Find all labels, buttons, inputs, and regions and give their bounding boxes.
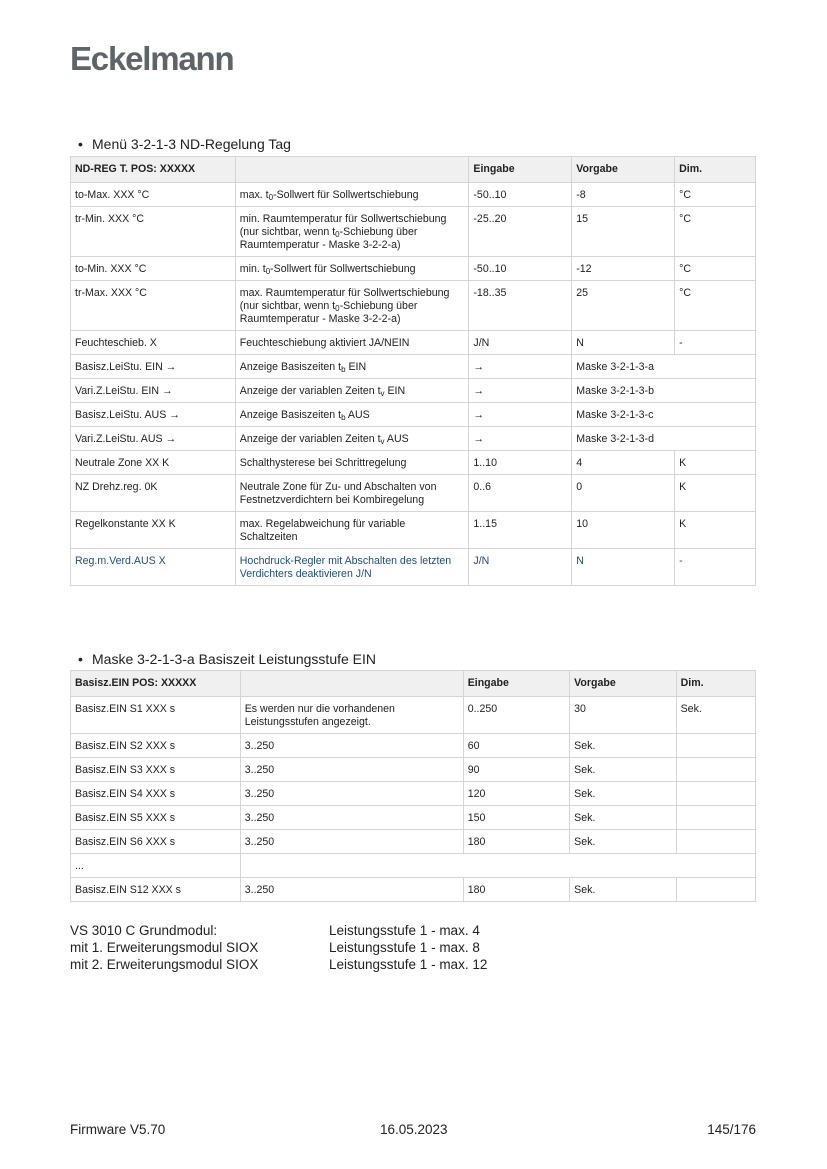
table-row xyxy=(71,207,756,257)
table-row xyxy=(71,806,756,830)
header-cell: Dim. xyxy=(676,671,755,697)
description-text: Schalthysterese bei Schrittregelung xyxy=(239,457,407,469)
basiszeit-table xyxy=(70,670,756,902)
column-5-cell xyxy=(676,782,755,806)
description-subscript: 0 xyxy=(335,230,340,239)
footer-date: 16.05.2023 xyxy=(380,1122,448,1137)
param-name-cell: to-Min. XXX °C xyxy=(71,257,236,281)
column-5-cell xyxy=(676,830,755,854)
param-description-cell xyxy=(235,331,469,355)
column-2-cell: 3..250 xyxy=(240,758,463,782)
column-4-cell: Sek. xyxy=(570,806,676,830)
description-text: EIN xyxy=(345,361,367,373)
brand-logo: Eckelmann xyxy=(70,40,234,77)
vorgabe-cell: N xyxy=(572,331,675,355)
param-description-cell xyxy=(235,379,469,403)
column-5-cell xyxy=(676,806,755,830)
description-subscript: v xyxy=(380,437,385,446)
column-3-cell: 150 xyxy=(463,806,569,830)
vorgabe-cell: 0 xyxy=(572,475,675,512)
vorgabe-cell: 10 xyxy=(572,512,675,549)
param-name-cell: Feuchteschieb. X xyxy=(71,331,236,355)
note-label: mit 1. Erweiterungsmodul SIOX xyxy=(70,940,259,955)
description-text: Anzeige Basiszeiten t xyxy=(239,361,342,373)
description-subscript: 0 xyxy=(268,193,274,202)
header-cell xyxy=(235,157,469,183)
description-text: -Schiebung über Raumtemperatur - Maske 3-2-2-a) xyxy=(239,300,418,325)
eingabe-cell: → xyxy=(469,427,572,451)
footer-page-number: 145/176 xyxy=(707,1122,756,1137)
table-header-row xyxy=(71,671,756,697)
description-text: Anzeige Basiszeiten t xyxy=(239,409,342,421)
eingabe-cell: -50..10 xyxy=(469,183,572,207)
column-3-cell: 60 xyxy=(463,734,569,758)
vorgabe-cell: Maske 3-2-1-3-d xyxy=(572,427,756,451)
header-cell: Eingabe xyxy=(469,157,572,183)
table-row xyxy=(71,854,756,878)
description-text: Anzeige der variablen Zeiten t xyxy=(239,433,381,445)
description-text: -Sollwert für Sollwertschiebung xyxy=(270,263,416,275)
description-text: -Schiebung über Raumtemperatur - Maske 3-2-2-a) xyxy=(239,226,418,251)
column-2-cell: Es werden nur die vorhandenen Leistungsstufen angezeigt. xyxy=(240,697,463,734)
eingabe-cell: 1..10 xyxy=(469,451,572,475)
param-description-cell xyxy=(235,451,469,475)
eingabe-cell: → xyxy=(469,379,572,403)
vorgabe-cell: 15 xyxy=(572,207,675,257)
param-name-cell: Basisz.LeiStu. AUS → xyxy=(71,403,236,427)
param-description-cell xyxy=(235,207,469,257)
param-description-cell xyxy=(235,403,469,427)
table-row xyxy=(71,758,756,782)
param-name-cell: Regelkonstante XX K xyxy=(71,512,236,549)
note-label: mit 2. Erweiterungsmodul SIOX xyxy=(70,957,259,972)
vorgabe-cell: -8 xyxy=(572,183,675,207)
table-row xyxy=(71,331,756,355)
dim-cell: °C xyxy=(675,183,756,207)
column-3-cell: 90 xyxy=(463,758,569,782)
dim-cell: °C xyxy=(675,257,756,281)
eingabe-cell: → xyxy=(469,403,572,427)
description-text: min. Raumtemperatur für Sollwertschiebung (nur sichtbar, wenn t xyxy=(239,213,447,238)
description-text: max. Regelabweichung für variable Schaltzeiten xyxy=(239,518,406,543)
description-subscript: 0 xyxy=(335,304,340,313)
description-text: -Sollwert für Sollwertschiebung xyxy=(273,189,419,201)
note-row xyxy=(70,922,487,939)
table-row xyxy=(71,697,756,734)
note-value: Leistungsstufe 1 - max. 4 xyxy=(329,923,480,938)
table-row xyxy=(71,257,756,281)
dim-cell: - xyxy=(675,549,756,586)
table-row xyxy=(71,451,756,475)
param-description-cell xyxy=(235,257,469,281)
table-row xyxy=(71,549,756,586)
vorgabe-cell: N xyxy=(572,549,675,586)
description-text: EIN xyxy=(384,385,406,397)
table-row xyxy=(71,281,756,331)
note-row xyxy=(70,956,487,973)
param-name-cell: tr-Min. XXX °C xyxy=(71,207,236,257)
param-name-cell: Basisz.EIN S3 XXX s xyxy=(71,758,241,782)
column-2-cell: 3..250 xyxy=(240,734,463,758)
table-row xyxy=(71,379,756,403)
description-text: max. t xyxy=(239,189,269,201)
note-value: Leistungsstufe 1 - max. 8 xyxy=(329,940,480,955)
param-name-cell: Basisz.EIN S5 XXX s xyxy=(71,806,241,830)
eingabe-cell: -50..10 xyxy=(469,257,572,281)
table-header-row xyxy=(71,157,756,183)
header-cell: Basisz.EIN POS: XXXXX xyxy=(71,671,241,697)
param-name-cell: Basisz.LeiStu. EIN → xyxy=(71,355,236,379)
table-row xyxy=(71,512,756,549)
vorgabe-cell: 25 xyxy=(572,281,675,331)
table-row xyxy=(71,734,756,758)
header-cell: Vorgabe xyxy=(572,157,675,183)
eingabe-cell: 0..6 xyxy=(469,475,572,512)
note-label: VS 3010 C Grundmodul: xyxy=(70,923,218,938)
param-name-cell: Basisz.EIN S12 XXX s xyxy=(71,878,241,902)
param-name-cell: to-Max. XXX °C xyxy=(71,183,236,207)
eingabe-cell: -18..35 xyxy=(469,281,572,331)
param-name-cell: Vari.Z.LeiStu. EIN → xyxy=(71,379,236,403)
description-text: Anzeige der variablen Zeiten t xyxy=(239,385,381,397)
vorgabe-cell: -12 xyxy=(572,257,675,281)
param-name-cell: ... xyxy=(71,854,241,878)
column-4-cell: Sek. xyxy=(570,830,676,854)
column-4-cell: Sek. xyxy=(570,758,676,782)
header-cell: Eingabe xyxy=(463,671,569,697)
description-subscript: b xyxy=(341,413,346,422)
column-3-cell: 0..250 xyxy=(463,697,569,734)
description-text: AUS xyxy=(345,409,370,421)
eingabe-cell: → xyxy=(469,355,572,379)
dim-cell: °C xyxy=(675,281,756,331)
param-description-cell xyxy=(235,475,469,512)
description-text: Neutrale Zone für Zu- und Abschalten von Festnetzverdichtern bei Kombiregelung xyxy=(239,481,437,506)
param-name-cell: Reg.m.Verd.AUS X xyxy=(71,549,236,586)
param-name-cell: NZ Drehz.reg. 0K xyxy=(71,475,236,512)
table-row xyxy=(71,830,756,854)
dim-cell: K xyxy=(675,512,756,549)
note-row xyxy=(70,939,487,956)
eingabe-cell: J/N xyxy=(469,331,572,355)
column-3-cell: 180 xyxy=(463,830,569,854)
description-subscript: 0 xyxy=(265,267,271,276)
table-row xyxy=(71,427,756,451)
table-row xyxy=(71,878,756,902)
param-description-cell xyxy=(235,512,469,549)
note-value: Leistungsstufe 1 - max. 12 xyxy=(329,957,488,972)
section-title-basiszeit: • Maske 3-2-1-3-a Basiszeit Leistungsstufe EIN xyxy=(78,651,377,667)
vorgabe-cell: Maske 3-2-1-3-b xyxy=(572,379,756,403)
table-row xyxy=(71,355,756,379)
empty-cell xyxy=(240,854,755,878)
param-description-cell xyxy=(235,549,469,586)
table-row xyxy=(71,403,756,427)
column-2-cell: 3..250 xyxy=(240,878,463,902)
param-description-cell xyxy=(235,183,469,207)
param-name-cell: Vari.Z.LeiStu. AUS → xyxy=(71,427,236,451)
param-name-cell: Basisz.EIN S4 XXX s xyxy=(71,782,241,806)
header-cell: Vorgabe xyxy=(570,671,676,697)
table-row xyxy=(71,183,756,207)
eingabe-cell: -25..20 xyxy=(469,207,572,257)
column-4-cell: 30 xyxy=(570,697,676,734)
header-cell xyxy=(240,671,463,697)
eingabe-cell: 1..15 xyxy=(469,512,572,549)
section-title-nd-regelung: • Menü 3-2-1-3 ND-Regelung Tag xyxy=(78,136,291,152)
param-name-cell: Basisz.EIN S6 XXX s xyxy=(71,830,241,854)
column-3-cell: 120 xyxy=(463,782,569,806)
column-4-cell: Sek. xyxy=(570,878,676,902)
description-text: AUS xyxy=(384,433,409,445)
bullet-icon: • xyxy=(78,136,83,152)
param-description-cell xyxy=(235,427,469,451)
column-5-cell: Sek. xyxy=(676,697,755,734)
column-3-cell: 180 xyxy=(463,878,569,902)
description-text: max. Raumtemperatur für Sollwertschiebung (nur sichtbar, wenn t xyxy=(239,287,450,312)
bullet-icon: • xyxy=(78,651,83,667)
table-row xyxy=(71,475,756,512)
table-row xyxy=(71,782,756,806)
dim-cell: - xyxy=(675,331,756,355)
param-name-cell: tr-Max. XXX °C xyxy=(71,281,236,331)
column-5-cell xyxy=(676,758,755,782)
dim-cell: K xyxy=(675,451,756,475)
description-subscript: v xyxy=(380,389,385,398)
param-description-cell xyxy=(235,355,469,379)
param-name-cell: Neutrale Zone XX K xyxy=(71,451,236,475)
column-2-cell: 3..250 xyxy=(240,782,463,806)
vorgabe-cell: Maske 3-2-1-3-a xyxy=(572,355,756,379)
eingabe-cell: J/N xyxy=(469,549,572,586)
dim-cell: K xyxy=(675,475,756,512)
header-cell: ND-REG T. POS: XXXXX xyxy=(71,157,236,183)
description-text: Hochdruck-Regler mit Abschalten des letzten Verdichters deaktivieren J/N xyxy=(239,555,452,580)
vorgabe-cell: Maske 3-2-1-3-c xyxy=(572,403,756,427)
description-text: min. t xyxy=(239,263,266,275)
param-name-cell: Basisz.EIN S2 XXX s xyxy=(71,734,241,758)
param-description-cell xyxy=(235,281,469,331)
column-2-cell: 3..250 xyxy=(240,830,463,854)
param-name-cell: Basisz.EIN S1 XXX s xyxy=(71,697,241,734)
column-4-cell: Sek. xyxy=(570,734,676,758)
nd-regelung-table xyxy=(70,156,756,586)
column-5-cell xyxy=(676,734,755,758)
header-cell: Dim. xyxy=(675,157,756,183)
column-2-cell: 3..250 xyxy=(240,806,463,830)
description-subscript: b xyxy=(341,365,346,374)
vorgabe-cell: 4 xyxy=(572,451,675,475)
column-4-cell: Sek. xyxy=(570,782,676,806)
description-text: Feuchteschiebung aktiviert JA/NEIN xyxy=(239,337,410,349)
dim-cell: °C xyxy=(675,207,756,257)
column-5-cell xyxy=(676,878,755,902)
module-notes xyxy=(70,922,487,973)
footer-firmware: Firmware V5.70 xyxy=(70,1122,166,1137)
